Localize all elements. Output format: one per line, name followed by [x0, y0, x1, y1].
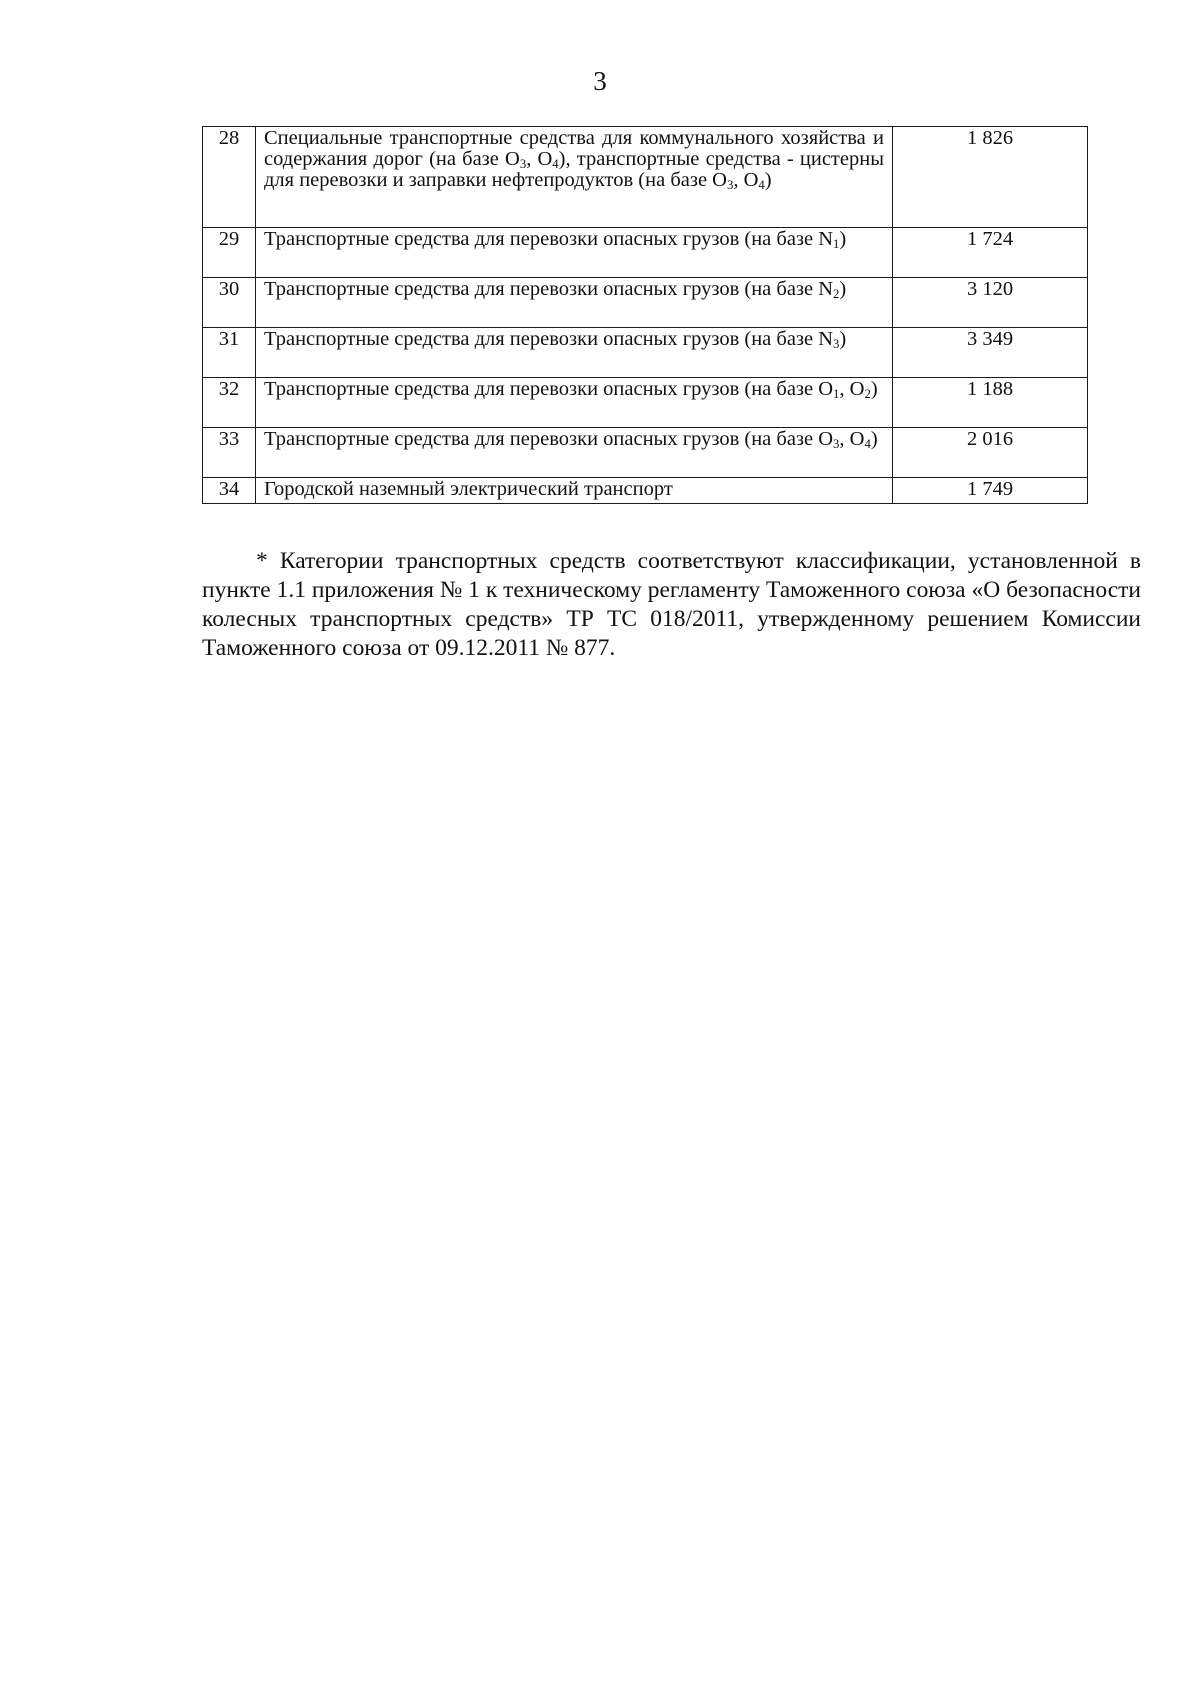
subscript: 4 — [758, 178, 765, 193]
tariff-table — [202, 126, 1088, 504]
row-number: 30 — [203, 278, 256, 328]
row-number: 29 — [203, 228, 256, 278]
subscript: 3 — [519, 157, 527, 172]
subscript: 2 — [864, 387, 871, 402]
row-number: 28 — [203, 127, 256, 228]
row-number: 33 — [203, 428, 256, 478]
subscript: 4 — [552, 157, 559, 172]
row-description: Транспортные средства для перевозки опасных грузов (на базе $N_2$) — [256, 278, 893, 328]
subscript: 3 — [833, 437, 840, 452]
row-description: Транспортные средства для перевозки опасных грузов (на базе $N_3$) — [256, 328, 893, 378]
row-description: Транспортные средства для перевозки опасных грузов (на базе $N_1$) — [256, 228, 893, 278]
row-description: Транспортные средства для перевозки опасных грузов (на базе $O_3$, $O_4$) — [256, 428, 893, 478]
footnote: * Категории транспортных средств соответствуют классификации, установленной в пункте 1.1 приложения № 1 к техническому регламенту Таможенного союза «О безопасности колесных транспортных средств» ТР ТС 018/2011, утвержденному решением Комиссии Таможенного союза от 09.12.2011 № 877. — [202, 548, 1141, 661]
table-row — [203, 278, 1088, 328]
row-description: Транспортные средства для перевозки опасных грузов (на базе $O_1$, $O_2$) — [256, 378, 893, 428]
table-row — [203, 328, 1088, 378]
table-row — [203, 478, 1088, 504]
table-row — [203, 127, 1088, 228]
page-number: 3 — [593, 66, 607, 96]
row-description: Городской наземный электрический транспорт — [256, 478, 893, 504]
row-value: 2 016 — [893, 428, 1088, 478]
row-value: 1 188 — [893, 378, 1088, 428]
subscript: 3 — [726, 178, 734, 193]
subscript: 3 — [833, 337, 840, 352]
table-row — [203, 378, 1088, 428]
row-value: 3 120 — [893, 278, 1088, 328]
subscript: 4 — [864, 437, 871, 452]
row-value: 1 749 — [893, 478, 1088, 504]
row-value: 1 826 — [893, 127, 1088, 228]
subscript: 2 — [833, 287, 840, 302]
row-value: 3 349 — [893, 328, 1088, 378]
table-row — [203, 428, 1088, 478]
subscript: 1 — [833, 387, 840, 402]
row-number: 31 — [203, 328, 256, 378]
table-row — [203, 228, 1088, 278]
row-value: 1 724 — [893, 228, 1088, 278]
row-description: Специальные транспортные средства для коммунального хозяйства и содержания дорог (на базе $O_3$, $O_4$), транспортные средства - цистерны для перевозки и заправки нефтепродуктов (на базе $O_3$, $O_4$) — [256, 127, 893, 228]
row-number: 34 — [203, 478, 256, 504]
subscript: 1 — [833, 237, 840, 252]
row-number: 32 — [203, 378, 256, 428]
